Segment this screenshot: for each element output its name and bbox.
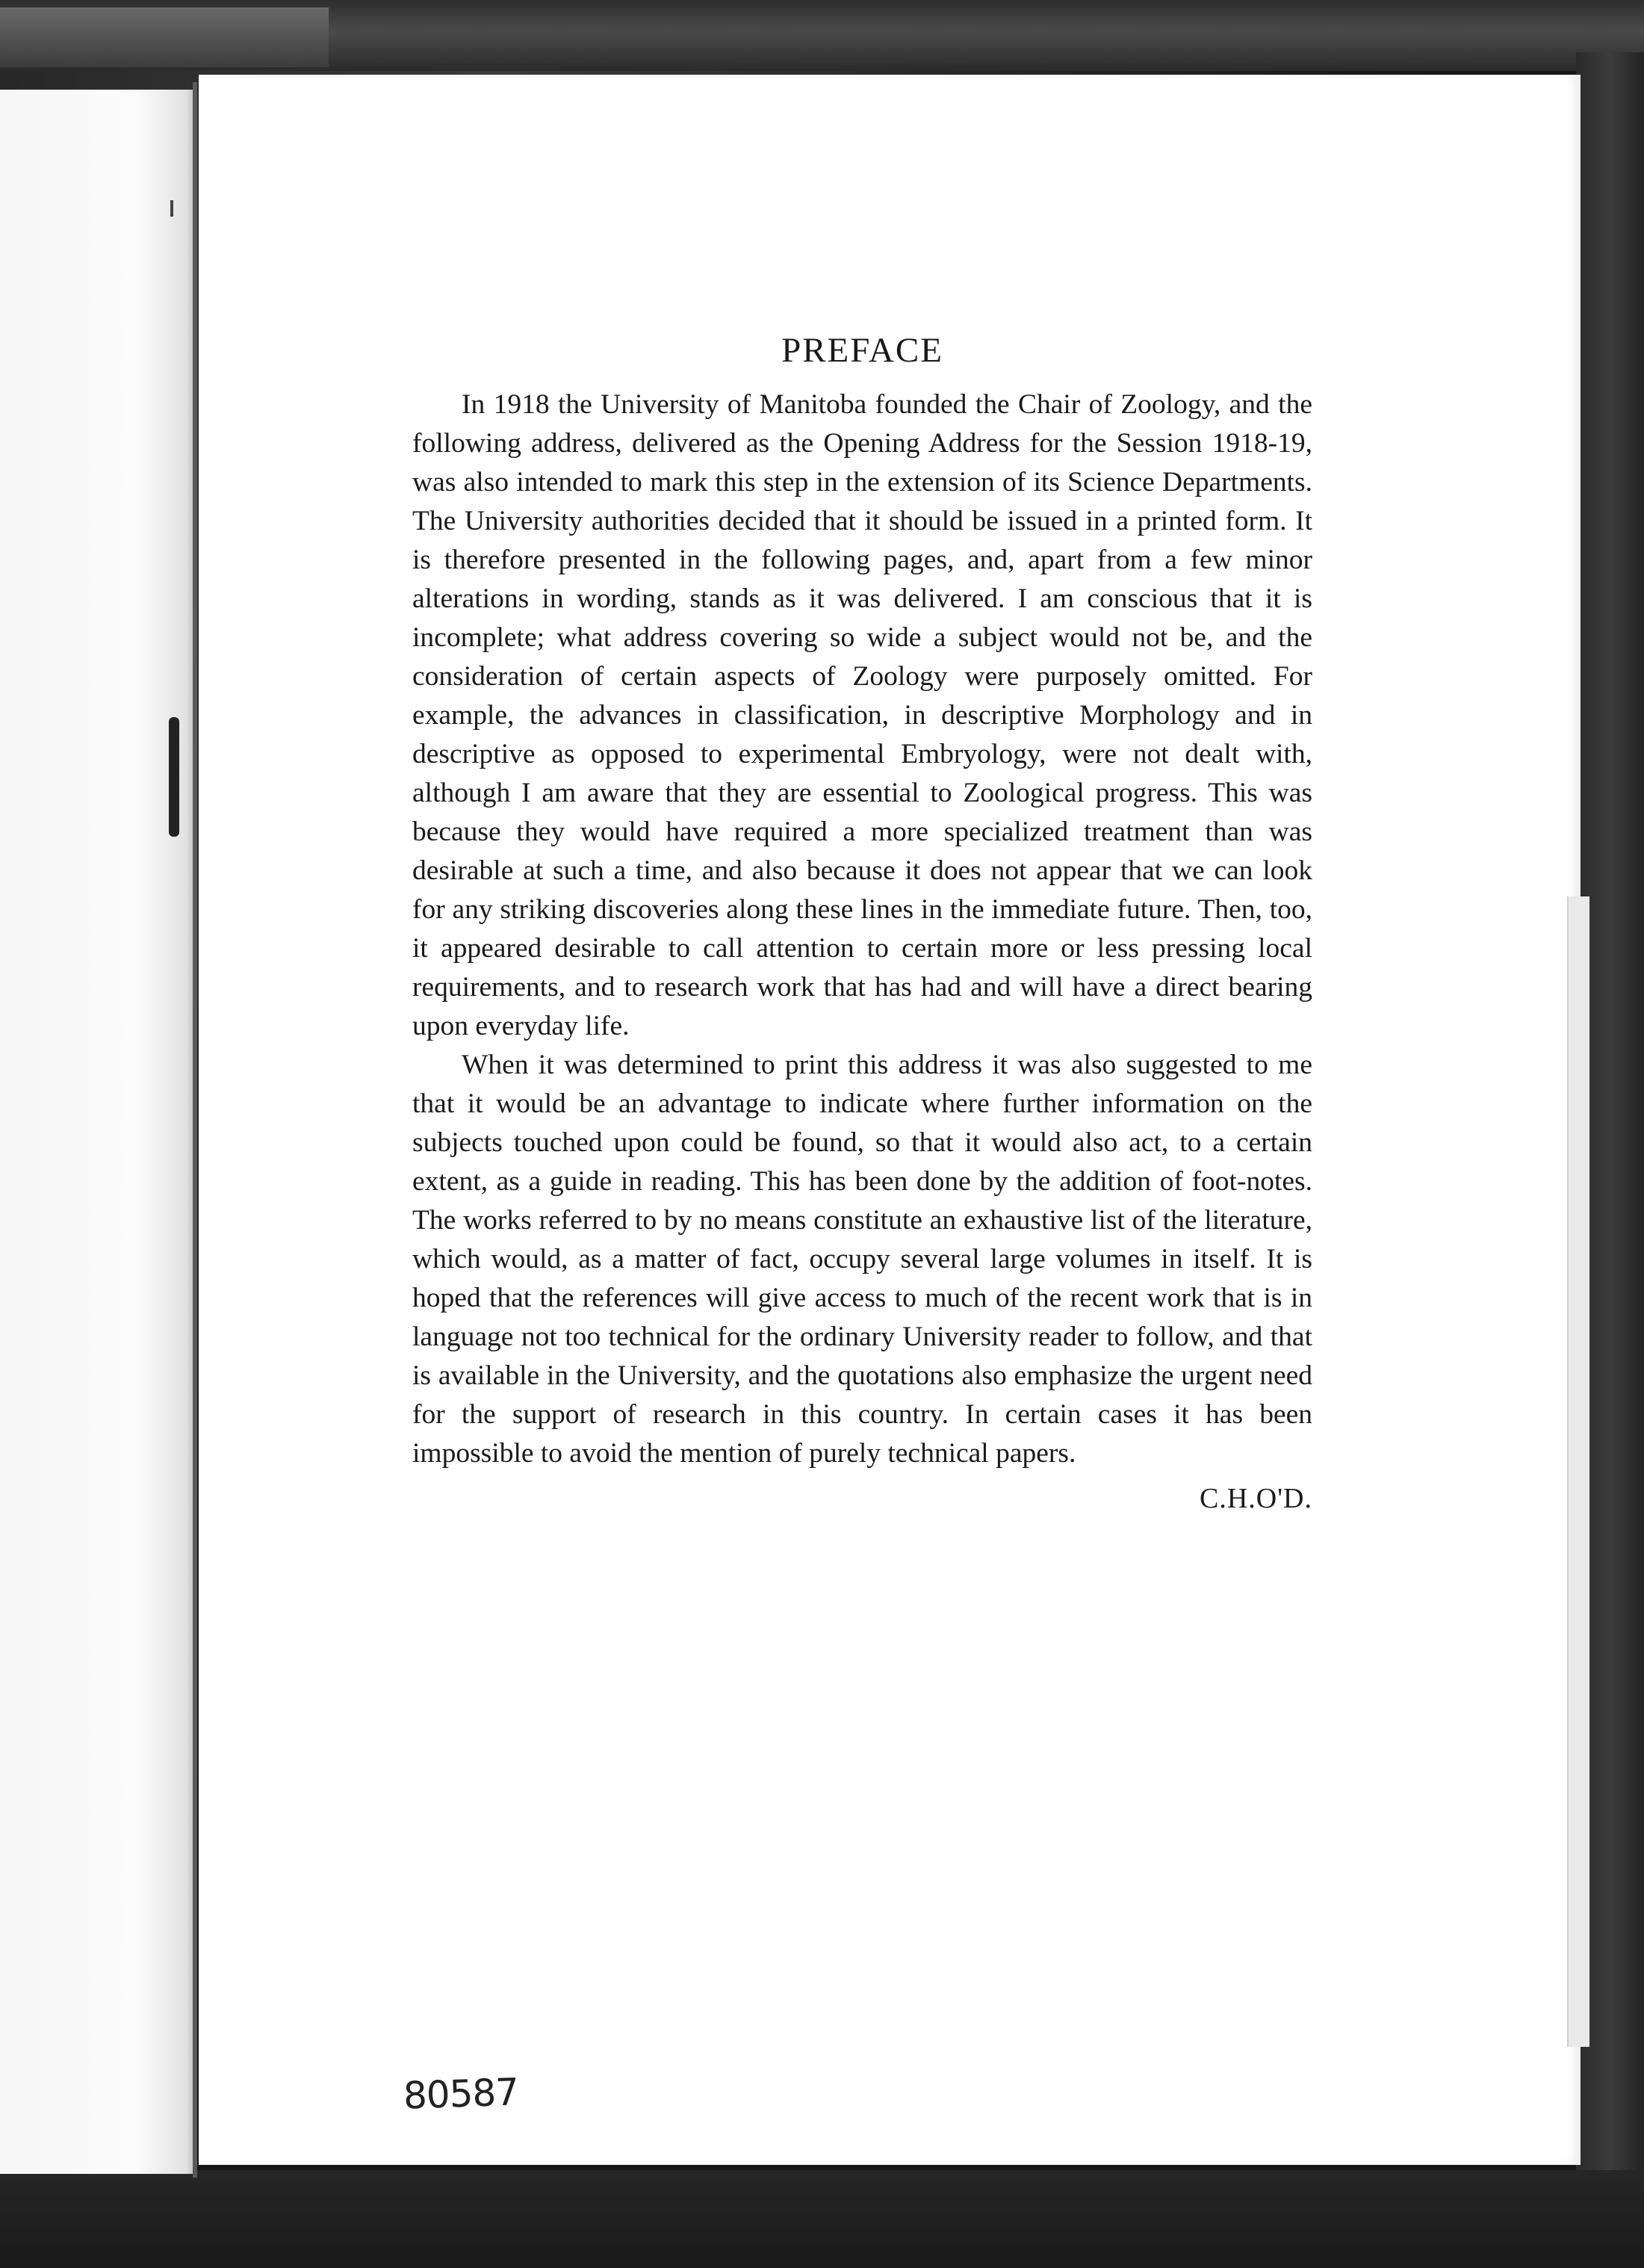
preface-text-block <box>412 330 1312 1518</box>
binding-tick-mark <box>170 200 173 217</box>
author-signature: C.H.O'D. <box>1199 1483 1312 1514</box>
paragraph-2: When it was determined to print this address it was also suggested to me that it would be an advantage to indicate where further information on the subjects touched upon could be found, so that it would also act, to a certain extent, as a guide in reading. This has been done by the addition of foot-notes. The works referred to by no means constitute an exhaustive list of the literature, which would, as a matter of fact, occupy several large volumes in itself. It is hoped that the references will give access to much of the recent work that is in language not too technical for the ordinary University reader to follow, and that is available in the University, and the quotations also emphasize the urgent need for the support of research in this country. In certain cases it has been impossible to avoid the mention of purely technical papers. <box>412 1050 1312 1469</box>
binding-mark <box>169 717 179 837</box>
handwritten-accession-number: 80587 <box>403 2070 520 2118</box>
book-cover-top-strip <box>0 7 329 67</box>
book-cover-bottom-edge <box>0 2170 1644 2268</box>
paragraph-1: In 1918 the University of Manitoba founded the Chair of Zoology, and the following address, delivered as the Opening Address for the Session 1918-19, was also intended to mark this step in the extension of its Science Departments. The University authorities decided that it should be issued in a printed form. It is therefore presented in the following pages, and, apart from a few minor alterations in wording, stands as it was delivered. I am conscious that it is incomplete; what address covering so wide a subject would not be, and the consideration of certain aspects of Zoology were purposely omitted. For example, the advances in classification, in descriptive Morphology and in descriptive as opposed to experimental Embryology, were not dealt with, although I am aware that they are essential to Zoological progress. This was because they would have required a more specialized treatment than was desirable at such a time, and also because it does not appear that we can look for any striking discoveries along these lines in the immediate future. Then, too, it appeared desirable to call attention to certain more or less pressing local requirements, and to research work that has had and will have a direct bearing upon everyday life. <box>412 389 1312 1041</box>
page-title: PREFACE <box>781 331 943 370</box>
page-edge <box>1567 896 1589 2047</box>
facing-page <box>0 90 196 2174</box>
page-spine <box>193 82 197 2178</box>
